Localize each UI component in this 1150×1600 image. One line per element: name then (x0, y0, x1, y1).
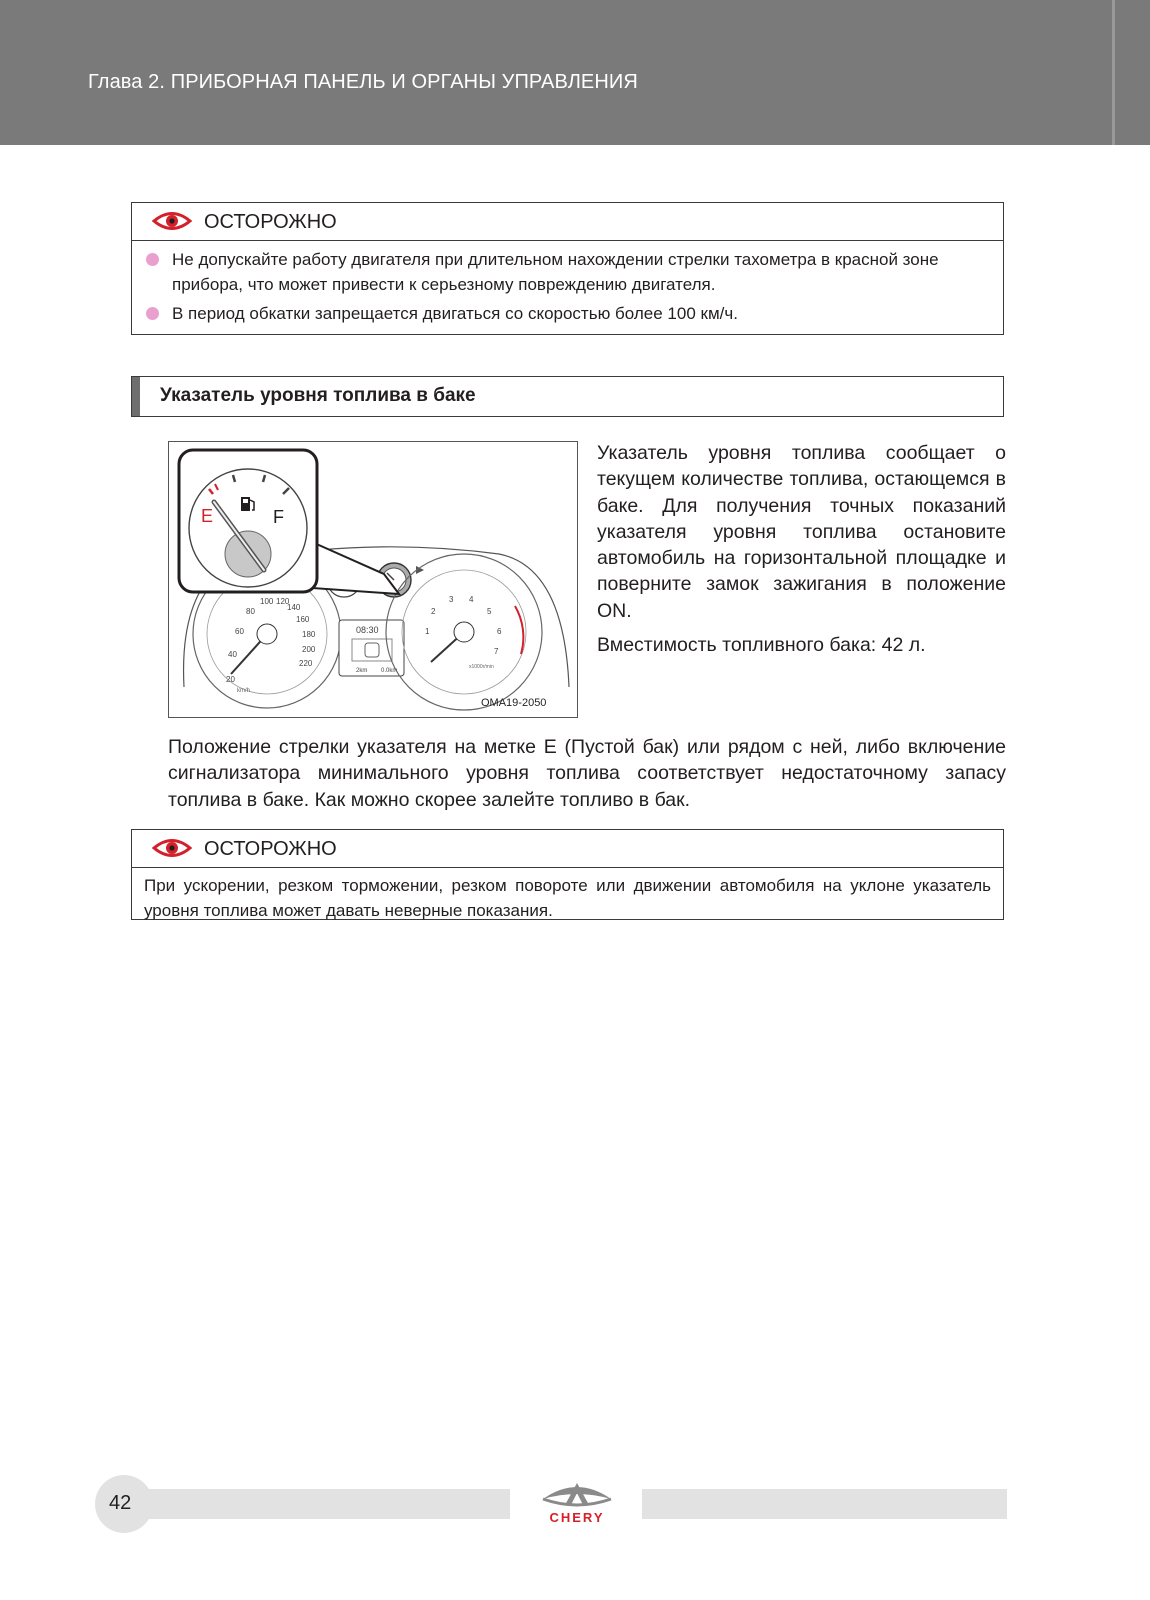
warning-box-1 (131, 202, 1004, 335)
footer-bar-right (642, 1489, 1007, 1519)
warning-title: ОСТОРОЖНО (204, 838, 337, 860)
eye-icon (152, 210, 192, 232)
trip-left: 2km (356, 668, 368, 674)
rpm-label: 2 (431, 607, 436, 616)
eye-icon (152, 837, 192, 859)
page-header (0, 0, 1150, 145)
tank-capacity: Вместимость топливного бака: 42 л. (597, 634, 926, 657)
section-heading (131, 376, 1004, 417)
warning-body (132, 241, 1003, 336)
low-fuel-paragraph: Положение стрелки указателя на метке E (Пустой бак) или рядом с ней, либо включение сигнализатора минимального уровня топлива соответствует недостаточному запасу топлива в баке. Как можно скорее залейте топливо в бак. (168, 736, 1006, 811)
speed-label: 180 (302, 630, 316, 639)
speed-label: 40 (228, 650, 237, 659)
speed-unit: km/h (237, 688, 251, 694)
warning-item (144, 247, 991, 297)
header-edge-strip (1112, 0, 1115, 145)
bullet-dot (146, 307, 159, 320)
footer-bar-left (125, 1489, 510, 1519)
rpm-label: 7 (494, 647, 499, 656)
chapter-title: Глава 2. ПРИБОРНАЯ ПАНЕЛЬ И ОРГАНЫ УПРАВЛЕНИЯ (88, 71, 638, 93)
warning-item-text: В период обкатки запрещается двигаться со скоростью более 100 км/ч. (172, 304, 738, 323)
clock-text: 08:30 (356, 625, 379, 635)
warning-header (132, 203, 1003, 241)
rpm-unit: x1000r/min (469, 664, 494, 670)
rpm-label: 4 (469, 595, 474, 604)
zoomed-fuel-gauge (189, 469, 307, 587)
instrument-cluster-figure (168, 441, 578, 718)
brand-name: CHERY (549, 1510, 605, 1525)
speed-label: 140 (287, 603, 301, 612)
speed-label: 220 (299, 659, 313, 668)
gauge-full-label: F (273, 507, 284, 527)
speed-label: 20 (226, 675, 235, 684)
section-title: Указатель уровня топлива в баке (160, 385, 476, 406)
warning-text: При ускорении, резком торможении, резком повороте или движении автомобиля на уклоне указатель уровня топлива может давать неверные показания. (144, 876, 991, 920)
warning-box-2 (131, 829, 1004, 920)
warning-item (144, 301, 991, 326)
speed-label: 60 (235, 627, 244, 636)
bullet-dot (146, 253, 159, 266)
speed-label: 100 (260, 597, 274, 606)
description-paragraph: Указатель уровня топлива сообщает о текущем количестве топлива, остающемся в баке. Для получения точных показаний указателя уровня топлива остановите автомобиль на горизонтальной площадке и поверните замок зажигания в положение ON. (597, 442, 1006, 622)
warning-header (132, 830, 1003, 868)
gauge-empty-label: E (201, 506, 214, 526)
rpm-label: 1 (425, 627, 430, 636)
page-number: 42 (109, 1492, 132, 1514)
figure-code: OMA19-2050 (481, 697, 547, 709)
speed-label: 200 (302, 645, 316, 654)
instrument-cluster-illustration (169, 442, 579, 719)
speed-label: 80 (246, 607, 255, 616)
speed-label: 160 (296, 615, 310, 624)
warning-item-text: Не допускайте работу двигателя при длительном нахождении стрелки тахометра в красной зоне прибора, что может привести к серьезному повреждению двигателя. (172, 250, 939, 294)
section-heading-bar (132, 377, 140, 416)
trip-right: 0.0km (381, 668, 398, 674)
fuel-gauge-description (597, 440, 1006, 658)
rpm-label: 3 (449, 595, 454, 604)
speed-label: 120 (276, 597, 290, 606)
rpm-label: 5 (487, 607, 492, 616)
warning-body (132, 868, 1003, 929)
warning-title: ОСТОРОЖНО (204, 211, 337, 233)
rpm-label: 6 (497, 627, 502, 636)
